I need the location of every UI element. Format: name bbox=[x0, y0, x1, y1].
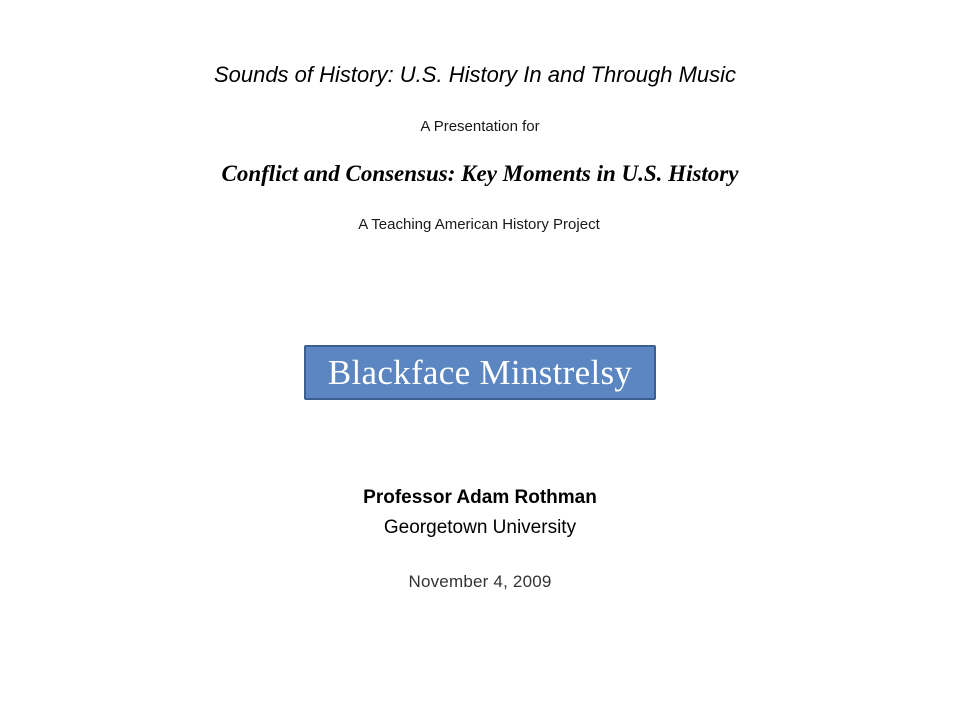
presenter-name: Professor Adam Rothman bbox=[363, 487, 597, 508]
presentation-date: November 4, 2009 bbox=[408, 572, 552, 591]
topic-title: Blackface Minstrelsy bbox=[327, 352, 633, 392]
project-subtitle: A Teaching American History Project bbox=[358, 216, 600, 233]
presenter-affiliation: Georgetown University bbox=[383, 517, 577, 538]
program-title: Conflict and Consensus: Key Moments in U.S. History bbox=[221, 161, 739, 186]
series-title: Sounds of History: U.S. History In and Through Music bbox=[213, 62, 737, 87]
presentation-for-label: A Presentation for bbox=[420, 118, 540, 135]
topic-title-box bbox=[304, 345, 656, 400]
